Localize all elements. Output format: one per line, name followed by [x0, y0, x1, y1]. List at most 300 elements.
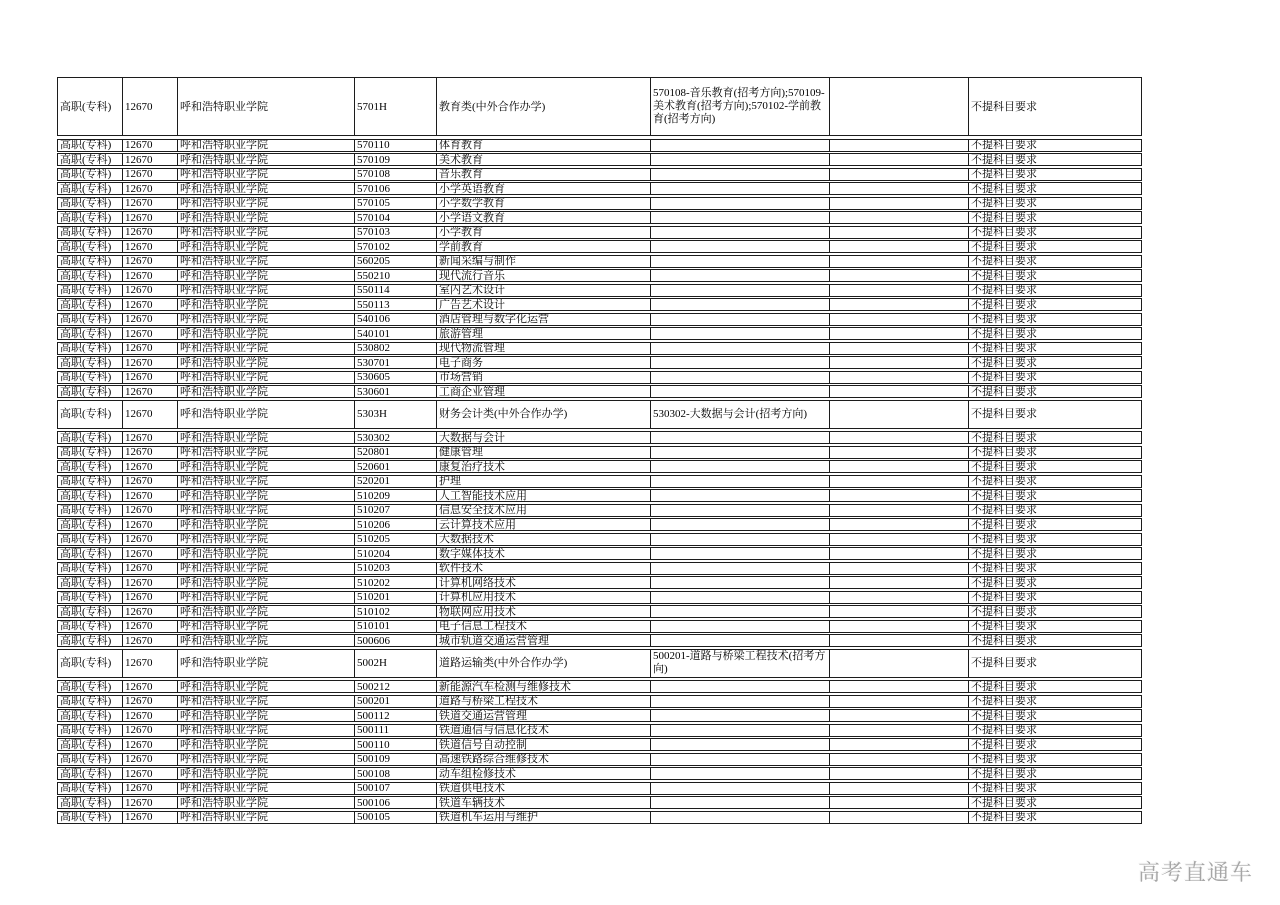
cell-school-name: 呼和浩特职业学院 [178, 650, 355, 677]
cell-requirement: 不提科目要求 [971, 739, 1037, 750]
cell-level: 高职(专科) [58, 432, 123, 443]
cell-level: 高职(专科) [58, 519, 123, 530]
cell-major-name: 美术教育 [437, 154, 651, 165]
cell-major-name: 铁道信号自动控制 [437, 739, 651, 750]
cell-school-name: 呼和浩特职业学院 [178, 256, 355, 267]
cell-major-code: 540101 [355, 328, 437, 339]
cell-major-code: 510203 [355, 563, 437, 574]
cell-level: 高职(专科) [58, 343, 123, 354]
cell-major-name: 康复治疗技术 [437, 461, 651, 472]
cell-extra [830, 227, 969, 238]
cell-major-code: 540106 [355, 314, 437, 325]
table-row [57, 796, 1142, 809]
cell-note [651, 505, 830, 516]
cell-school-code: 12670 [123, 285, 178, 296]
cell-note [651, 476, 830, 487]
cell-school-name: 呼和浩特职业学院 [178, 476, 355, 487]
cell-school-name: 呼和浩特职业学院 [178, 343, 355, 354]
cell-note [651, 256, 830, 267]
cell-requirement: 不提科目要求 [971, 432, 1037, 443]
cell-school-code: 12670 [123, 386, 178, 397]
cell-school-name: 呼和浩特职业学院 [178, 299, 355, 310]
cell-major-name: 学前教育 [437, 241, 651, 252]
cell-school-code: 12670 [123, 650, 178, 677]
cell-school-name: 呼和浩特职业学院 [178, 401, 355, 428]
cell-school-name: 呼和浩特职业学院 [178, 739, 355, 750]
cell-extra [830, 768, 969, 779]
cell-major-name: 室内艺术设计 [437, 285, 651, 296]
cell-school-name: 呼和浩特职业学院 [178, 797, 355, 808]
majors-table [57, 77, 1142, 825]
table-row [57, 634, 1142, 647]
cell-requirement: 不提科目要求 [971, 284, 1037, 296]
cell-school-code: 12670 [123, 314, 178, 325]
cell-school-name: 呼和浩特职业学院 [178, 754, 355, 765]
cell-extra [830, 270, 969, 281]
cell-level: 高职(专科) [58, 650, 123, 677]
cell-note [651, 227, 830, 238]
cell-school-name: 呼和浩特职业学院 [178, 270, 355, 281]
cell-major-code: 570103 [355, 227, 437, 238]
cell-level: 高职(专科) [58, 534, 123, 545]
cell-extra [830, 681, 969, 692]
cell-major-name: 健康管理 [437, 447, 651, 458]
cell-major-name: 城市轨道交通运营管理 [437, 635, 651, 646]
cell-note [651, 198, 830, 209]
cell-major-code: 500109 [355, 754, 437, 765]
cell-note [651, 534, 830, 545]
cell-school-name: 呼和浩特职业学院 [178, 635, 355, 646]
cell-school-code: 12670 [123, 169, 178, 180]
cell-requirement: 不提科目要求 [971, 681, 1037, 692]
table-row [57, 767, 1142, 780]
cell-major-code: 500105 [355, 812, 437, 823]
cell-note [651, 681, 830, 692]
cell-extra [830, 447, 969, 458]
cell-major-code: 570102 [355, 241, 437, 252]
cell-major-code: 530601 [355, 386, 437, 397]
cell-level: 高职(专科) [58, 401, 123, 428]
cell-level: 高职(专科) [58, 754, 123, 765]
cell-extra [830, 754, 969, 765]
cell-note [651, 461, 830, 472]
cell-school-code: 12670 [123, 635, 178, 646]
cell-note [651, 212, 830, 223]
cell-major-code: 520601 [355, 461, 437, 472]
cell-requirement: 不提科目要求 [971, 620, 1037, 632]
cell-major-name: 铁道机车运用与维护 [437, 812, 651, 823]
cell-extra [830, 256, 969, 267]
cell-note [651, 563, 830, 574]
cell-level: 高职(专科) [58, 696, 123, 707]
table-row [57, 168, 1142, 181]
cell-extra [830, 432, 969, 443]
cell-school-name: 呼和浩特职业学院 [178, 461, 355, 472]
cell-level: 高职(专科) [58, 372, 123, 383]
cell-note [651, 183, 830, 194]
cell-level: 高职(专科) [58, 812, 123, 823]
cell-school-code: 12670 [123, 270, 178, 281]
cell-extra [830, 490, 969, 501]
cell-note [651, 241, 830, 252]
cell-extra [830, 285, 969, 296]
cell-level: 高职(专科) [58, 681, 123, 692]
cell-school-name: 呼和浩特职业学院 [178, 783, 355, 794]
cell-extra [830, 783, 969, 794]
cell-school-code: 12670 [123, 227, 178, 238]
cell-extra [830, 696, 969, 707]
cell-requirement: 不提科目要求 [971, 168, 1037, 180]
cell-level: 高职(专科) [58, 198, 123, 209]
cell-major-code: 500201 [355, 696, 437, 707]
cell-note [651, 372, 830, 383]
cell-school-code: 12670 [123, 154, 178, 165]
cell-note [651, 314, 830, 325]
cell-school-code: 12670 [123, 461, 178, 472]
table-row [57, 371, 1142, 384]
cell-school-code: 12670 [123, 432, 178, 443]
cell-extra [830, 401, 969, 428]
cell-level: 高职(专科) [58, 783, 123, 794]
table-row [57, 255, 1142, 268]
cell-school-name: 呼和浩特职业学院 [178, 183, 355, 194]
cell-school-code: 12670 [123, 577, 178, 588]
cell-major-name: 广告艺术设计 [437, 299, 651, 310]
cell-level: 高职(专科) [58, 227, 123, 238]
cell-major-name: 现代流行音乐 [437, 270, 651, 281]
cell-extra [830, 78, 969, 135]
cell-school-name: 呼和浩特职业学院 [178, 314, 355, 325]
cell-school-code: 12670 [123, 563, 178, 574]
cell-school-code: 12670 [123, 490, 178, 501]
cell-school-name: 呼和浩特职业学院 [178, 548, 355, 559]
cell-note [651, 577, 830, 588]
cell-note [651, 299, 830, 310]
cell-major-name: 计算机网络技术 [437, 577, 651, 588]
cell-major-code: 510209 [355, 490, 437, 501]
cell-school-name: 呼和浩特职业学院 [178, 198, 355, 209]
cell-level: 高职(专科) [58, 577, 123, 588]
cell-level: 高职(专科) [58, 548, 123, 559]
cell-requirement: 不提科目要求 [971, 446, 1037, 458]
cell-extra [830, 534, 969, 545]
cell-major-code: 5701H [355, 78, 437, 135]
cell-major-code: 510201 [355, 592, 437, 603]
cell-major-name: 音乐教育 [437, 169, 651, 180]
cell-major-name: 动车组检修技术 [437, 768, 651, 779]
cell-major-code: 500110 [355, 739, 437, 750]
table-row [57, 533, 1142, 546]
cell-level: 高职(专科) [58, 768, 123, 779]
cell-major-code: 570106 [355, 183, 437, 194]
cell-extra [830, 140, 969, 151]
cell-note [651, 270, 830, 281]
cell-school-code: 12670 [123, 548, 178, 559]
cell-requirement: 不提科目要求 [971, 328, 1037, 339]
cell-note [651, 447, 830, 458]
cell-note: 570108-音乐教育(招考方向);570109-美术教育(招考方向);570102-学前教育(招考方向) [651, 78, 830, 135]
cell-major-code: 510202 [355, 577, 437, 588]
cell-requirement: 不提科目要求 [971, 475, 1037, 487]
cell-major-name: 小学教育 [437, 227, 651, 238]
cell-note [651, 140, 830, 151]
cell-extra [830, 797, 969, 808]
cell-major-code: 500111 [355, 725, 437, 736]
cell-major-code: 500107 [355, 783, 437, 794]
cell-requirement: 不提科目要求 [971, 386, 1037, 397]
cell-major-name: 高速铁路综合维修技术 [437, 754, 651, 765]
cell-extra [830, 606, 969, 617]
cell-school-code: 12670 [123, 476, 178, 487]
cell-level: 高职(专科) [58, 635, 123, 646]
cell-school-code: 12670 [123, 299, 178, 310]
cell-major-name: 云计算技术应用 [437, 519, 651, 530]
table-row [57, 620, 1142, 633]
cell-level: 高职(专科) [58, 357, 123, 368]
cell-extra [830, 725, 969, 736]
cell-note [651, 635, 830, 646]
cell-school-name: 呼和浩特职业学院 [178, 505, 355, 516]
cell-major-code: 510206 [355, 519, 437, 530]
cell-extra [830, 314, 969, 325]
cell-school-name: 呼和浩特职业学院 [178, 328, 355, 339]
cell-note [651, 710, 830, 721]
cell-major-name: 物联网应用技术 [437, 606, 651, 617]
cell-major-name: 工商企业管理 [437, 386, 651, 397]
cell-major-name: 道路与桥梁工程技术 [437, 696, 651, 707]
cell-major-code: 520801 [355, 447, 437, 458]
cell-school-code: 12670 [123, 212, 178, 223]
cell-requirement: 不提科目要求 [971, 591, 1037, 603]
table-row [57, 811, 1142, 824]
cell-extra [830, 519, 969, 530]
cell-major-name: 电子商务 [437, 357, 651, 368]
cell-school-code: 12670 [123, 198, 178, 209]
cell-extra [830, 563, 969, 574]
watermark: 高考直通车 [1137, 860, 1253, 885]
cell-major-name: 现代物流管理 [437, 343, 651, 354]
cell-major-code: 500112 [355, 710, 437, 721]
table-row [57, 504, 1142, 517]
cell-major-code: 500106 [355, 797, 437, 808]
cell-requirement: 不提科目要求 [971, 313, 1037, 325]
cell-level: 高职(专科) [58, 710, 123, 721]
cell-note [651, 754, 830, 765]
cell-requirement: 不提科目要求 [971, 255, 1037, 267]
cell-note [651, 739, 830, 750]
cell-extra [830, 299, 969, 310]
cell-note [651, 357, 830, 368]
cell-school-code: 12670 [123, 681, 178, 692]
cell-note [651, 154, 830, 165]
cell-major-code: 570105 [355, 198, 437, 209]
cell-school-code: 12670 [123, 783, 178, 794]
cell-note [651, 606, 830, 617]
table-row [57, 605, 1142, 618]
cell-extra [830, 386, 969, 397]
cell-requirement: 不提科目要求 [971, 226, 1037, 238]
cell-school-name: 呼和浩特职业学院 [178, 812, 355, 823]
cell-school-code: 12670 [123, 328, 178, 339]
cell-school-code: 12670 [123, 797, 178, 808]
cell-major-code: 510102 [355, 606, 437, 617]
table-row [57, 431, 1142, 444]
cell-note [651, 169, 830, 180]
table-row [57, 724, 1142, 737]
cell-level: 高职(专科) [58, 285, 123, 296]
cell-major-name: 市场营销 [437, 372, 651, 383]
cell-school-code: 12670 [123, 606, 178, 617]
cell-major-code: 550113 [355, 299, 437, 310]
table-row [57, 782, 1142, 795]
cell-extra [830, 372, 969, 383]
cell-requirement: 不提科目要求 [971, 139, 1037, 151]
cell-requirement: 不提科目要求 [971, 768, 1037, 779]
cell-school-code: 12670 [123, 401, 178, 428]
cell-note [651, 783, 830, 794]
cell-requirement: 不提科目要求 [971, 197, 1037, 209]
cell-note [651, 490, 830, 501]
cell-major-code: 530802 [355, 343, 437, 354]
cell-major-code: 550210 [355, 270, 437, 281]
cell-major-code: 570109 [355, 154, 437, 165]
cell-school-code: 12670 [123, 519, 178, 530]
table-row [57, 197, 1142, 210]
cell-school-code: 12670 [123, 710, 178, 721]
cell-requirement: 不提科目要求 [971, 753, 1037, 765]
cell-requirement: 不提科目要求 [971, 461, 1037, 472]
table-row [57, 738, 1142, 751]
cell-level: 高职(专科) [58, 461, 123, 472]
cell-school-code: 12670 [123, 592, 178, 603]
cell-level: 高职(专科) [58, 270, 123, 281]
cell-extra [830, 621, 969, 632]
cell-major-name: 信息安全技术应用 [437, 505, 651, 516]
cell-major-code: 570104 [355, 212, 437, 223]
cell-requirement: 不提科目要求 [971, 504, 1037, 516]
cell-major-code: 510207 [355, 505, 437, 516]
cell-school-name: 呼和浩特职业学院 [178, 710, 355, 721]
cell-level: 高职(专科) [58, 212, 123, 223]
cell-school-code: 12670 [123, 357, 178, 368]
cell-major-code: 5002H [355, 650, 437, 677]
cell-major-name: 电子信息工程技术 [437, 621, 651, 632]
cell-school-code: 12670 [123, 812, 178, 823]
cell-extra [830, 154, 969, 165]
cell-major-code: 530701 [355, 357, 437, 368]
cell-major-name: 酒店管理与数字化运营 [437, 314, 651, 325]
table-row [57, 576, 1142, 589]
cell-requirement: 不提科目要求 [971, 100, 1037, 113]
cell-note [651, 768, 830, 779]
cell-level: 高职(专科) [58, 606, 123, 617]
cell-school-name: 呼和浩特职业学院 [178, 768, 355, 779]
cell-major-name: 大数据技术 [437, 534, 651, 545]
cell-extra [830, 635, 969, 646]
cell-level: 高职(专科) [58, 299, 123, 310]
cell-school-code: 12670 [123, 534, 178, 545]
cell-note [651, 328, 830, 339]
table-row [57, 153, 1142, 166]
cell-school-name: 呼和浩特职业学院 [178, 432, 355, 443]
cell-note [651, 725, 830, 736]
cell-extra [830, 710, 969, 721]
cell-major-name: 计算机应用技术 [437, 592, 651, 603]
cell-major-code: 570108 [355, 169, 437, 180]
cell-requirement: 不提科目要求 [971, 241, 1037, 252]
cell-requirement: 不提科目要求 [971, 533, 1037, 545]
cell-major-name: 新闻采编与制作 [437, 256, 651, 267]
cell-level: 高职(专科) [58, 78, 123, 135]
cell-major-name: 人工智能技术应用 [437, 490, 651, 501]
table-row [57, 591, 1142, 604]
cell-major-name: 软件技术 [437, 563, 651, 574]
cell-extra [830, 357, 969, 368]
cell-extra [830, 183, 969, 194]
table-row [57, 695, 1142, 708]
cell-level: 高职(专科) [58, 725, 123, 736]
cell-level: 高职(专科) [58, 154, 123, 165]
table-row [57, 680, 1142, 693]
cell-level: 高职(专科) [58, 505, 123, 516]
cell-school-name: 呼和浩特职业学院 [178, 696, 355, 707]
table-row [57, 649, 1142, 678]
cell-requirement: 不提科目要求 [971, 342, 1037, 354]
cell-school-code: 12670 [123, 696, 178, 707]
cell-major-name: 道路运输类(中外合作办学) [437, 650, 651, 677]
cell-major-name: 旅游管理 [437, 328, 651, 339]
cell-note: 530302-大数据与会计(招考方向) [651, 401, 830, 428]
cell-level: 高职(专科) [58, 490, 123, 501]
cell-extra [830, 548, 969, 559]
cell-requirement: 不提科目要求 [971, 299, 1037, 310]
cell-requirement: 不提科目要求 [971, 357, 1037, 368]
table-row [57, 182, 1142, 195]
table-row [57, 562, 1142, 575]
cell-school-name: 呼和浩特职业学院 [178, 212, 355, 223]
cell-extra [830, 169, 969, 180]
cell-major-code: 510205 [355, 534, 437, 545]
cell-note [651, 548, 830, 559]
cell-requirement: 不提科目要求 [971, 695, 1037, 707]
cell-school-code: 12670 [123, 78, 178, 135]
cell-requirement: 不提科目要求 [971, 371, 1037, 383]
cell-school-name: 呼和浩特职业学院 [178, 227, 355, 238]
cell-major-name: 数字媒体技术 [437, 548, 651, 559]
cell-note [651, 432, 830, 443]
table-row [57, 269, 1142, 282]
cell-note: 500201-道路与桥梁工程技术(招考方向) [651, 650, 830, 677]
table-row [57, 518, 1142, 531]
table-row [57, 226, 1142, 239]
cell-school-code: 12670 [123, 256, 178, 267]
cell-school-name: 呼和浩特职业学院 [178, 140, 355, 151]
cell-requirement: 不提科目要求 [971, 797, 1037, 808]
cell-school-code: 12670 [123, 447, 178, 458]
cell-requirement: 不提科目要求 [971, 183, 1037, 194]
table-row [57, 211, 1142, 224]
cell-requirement: 不提科目要求 [971, 782, 1037, 794]
table-row [57, 400, 1142, 429]
cell-level: 高职(专科) [58, 140, 123, 151]
cell-note [651, 592, 830, 603]
cell-level: 高职(专科) [58, 328, 123, 339]
cell-school-code: 12670 [123, 621, 178, 632]
cell-school-code: 12670 [123, 725, 178, 736]
cell-level: 高职(专科) [58, 563, 123, 574]
cell-requirement: 不提科目要求 [971, 212, 1037, 223]
cell-level: 高职(专科) [58, 256, 123, 267]
